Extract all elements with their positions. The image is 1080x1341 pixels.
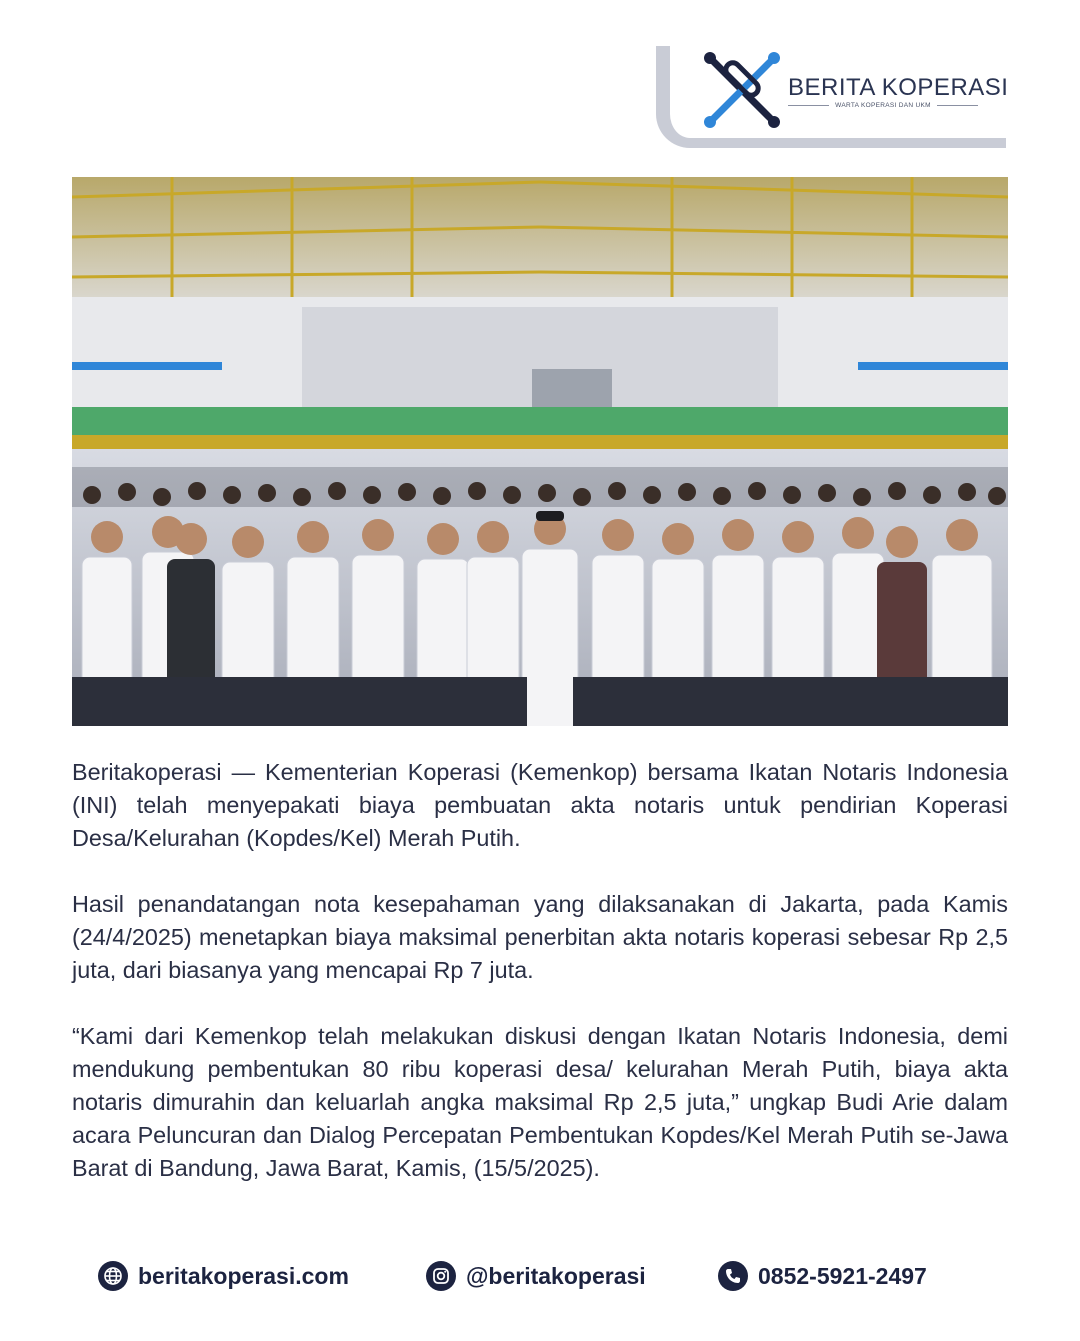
event-photo-illustration xyxy=(72,177,1008,726)
brand-title: BERITA KOPERASI xyxy=(788,74,1009,101)
website-label: beritakoperasi.com xyxy=(138,1262,349,1289)
article-paragraph: Hasil penandatangan nota kesepahaman yang dilaksanakan di Jakarta, pada Kamis (24/4/2025) menetapkan biaya maksimal penerbitan akta notaris koperasi sebesar Rp 2,5 juta, dari biasanya yang mencapai Rp 7 juta. xyxy=(72,891,1008,983)
instagram-icon xyxy=(426,1261,456,1291)
phone-label: 0852-5921-2497 xyxy=(758,1262,927,1289)
article-paragraph: Beritakoperasi — Kementerian Koperasi (Kemenkop) bersama Ikatan Notaris Indonesia (INI) telah menyepakati biaya pembuatan akta notaris untuk pendirian Koperasi Desa/Kelurahan (Kopdes/Kel) Merah Putih. xyxy=(72,759,1008,851)
divider xyxy=(937,105,978,106)
contact-footer xyxy=(98,1258,978,1294)
globe-icon xyxy=(98,1261,128,1291)
article-paragraph: “Kami dari Kemenkop telah melakukan diskusi dengan Ikatan Notaris Indonesia, demi mendukung pembentukan 80 ribu koperasi desa/ kelurahan Merah Putih, biaya akta notaris dimurahin dan keluarlah angka maksimal Rp 2,5 juta,” ungkap Budi Arie dalam acara Peluncuran dan Dialog Percepatan Pembentukan Kopdes/Kel Merah Putih se-Jawa Barat di Bandung, Jawa Barat, Kamis, (15/5/2025). xyxy=(72,1023,1008,1181)
instagram-label: @beritakoperasi xyxy=(466,1262,646,1289)
divider xyxy=(788,105,829,106)
website-link[interactable] xyxy=(98,1258,349,1294)
article-body xyxy=(72,756,1008,1185)
phone-icon xyxy=(718,1261,748,1291)
event-photo xyxy=(72,177,1008,726)
instagram-link[interactable] xyxy=(426,1258,646,1294)
brand-subtitle: WARTA KOPERASI DAN UKM xyxy=(835,102,931,109)
brand-logo xyxy=(700,50,1009,130)
phone-link[interactable] xyxy=(718,1258,927,1294)
brand-logo-mark-icon xyxy=(700,50,784,130)
brand-subtitle-row xyxy=(788,102,978,109)
